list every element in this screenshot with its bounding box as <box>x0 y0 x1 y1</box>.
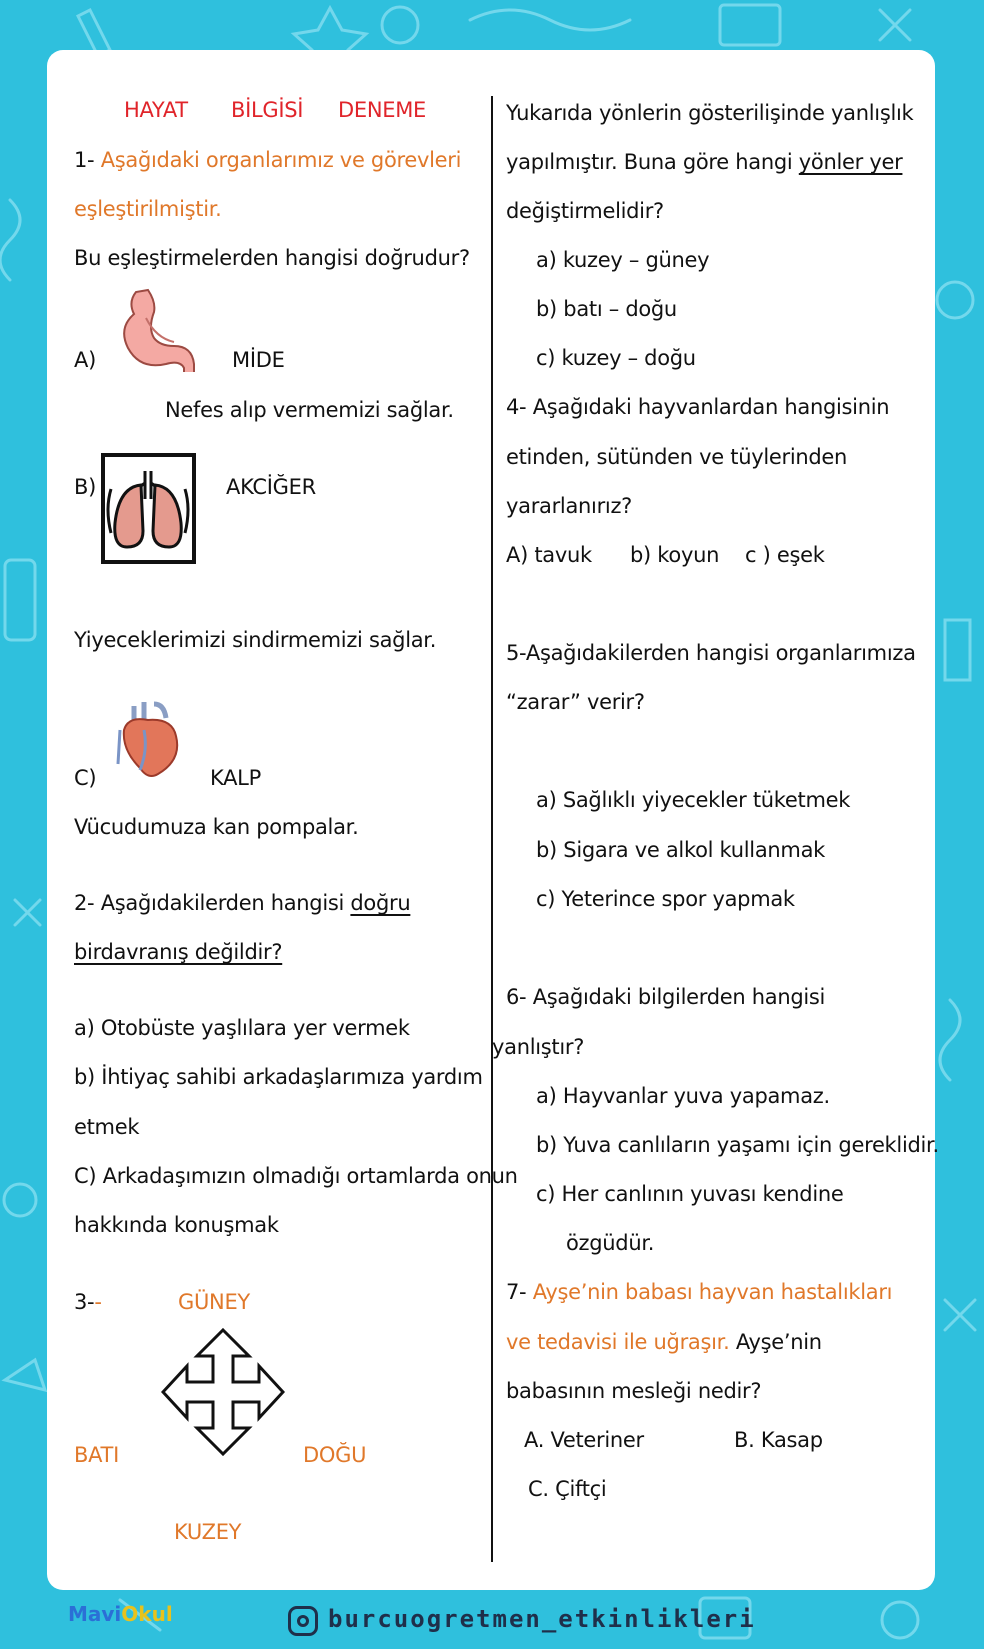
q3-line1: Yukarıda yönlerin gösterilişinde yanlışlık <box>506 101 914 125</box>
q4-line3: yararlanırız? <box>506 494 633 518</box>
column-divider <box>491 96 493 1562</box>
instagram-handle[interactable]: burcuogretmen_etkinlikleri <box>328 1605 756 1633</box>
logo-text-1: Mavi <box>68 1602 122 1626</box>
q1-prompt-part2: eşleştirilmiştir. <box>74 197 222 221</box>
logo-text-2: Okul <box>121 1602 173 1626</box>
q3-underlined-yonler: yönler yer <box>798 150 903 174</box>
q2-option-a: a) Otobüste yaşlılara yer vermek <box>74 1016 410 1040</box>
compass-north-label: GÜNEY <box>178 1290 250 1314</box>
q3-option-a: a) kuzey – güney <box>536 248 710 272</box>
q2-line1 <box>74 891 410 915</box>
q5-option-a: a) Sağlıklı yiyecekler tüketmek <box>536 788 851 812</box>
q5-option-b: b) Sigara ve alkol kullanmak <box>536 838 825 862</box>
q7-number: 7- <box>506 1280 533 1304</box>
q1-c-organ: KALP <box>210 766 261 790</box>
q5-option-c: c) Yeterince spor yapmak <box>536 887 795 911</box>
q7-option-c: C. Çiftçi <box>528 1477 607 1501</box>
q1-prompt-part1: Aşağıdaki organlarımız ve görevleri <box>100 148 462 172</box>
q7-option-a: A. Veteriner <box>524 1428 644 1452</box>
q6-option-c-line2: özgüdür. <box>566 1231 655 1255</box>
q4-line1: 4- Aşağıdaki hayvanlardan hangisinin <box>506 395 890 419</box>
stomach-image <box>116 288 202 372</box>
q1-b-description: Yiyeceklerimizi sindirmemizi sağlar. <box>74 628 437 652</box>
q4-option-a: A) tavuk <box>506 543 592 567</box>
q4-option-c: c ) eşek <box>745 543 825 567</box>
q5-line2: “zarar” verir? <box>506 690 645 714</box>
q3-option-b: b) batı – doğu <box>536 297 677 321</box>
q1-b-label: B) <box>74 475 96 499</box>
q7-line3: babasının mesleği nedir? <box>506 1379 762 1403</box>
instagram-icon <box>288 1606 318 1636</box>
q3-option-c: c) kuzey – doğu <box>536 346 696 370</box>
q2-option-c-line1: C) Arkadaşımızın olmadığı ortamlarda onun <box>74 1164 518 1188</box>
compass-east-label: DOĞU <box>303 1443 367 1467</box>
q2-option-b-line2: etmek <box>74 1115 140 1139</box>
q1-number: 1- <box>74 148 101 172</box>
q2-underlined-dogru: doğru <box>350 891 411 915</box>
q2-line2-underlined: birdavranış değildir? <box>74 940 283 964</box>
q4-line2: etinden, sütünden ve tüylerinden <box>506 445 848 469</box>
q7-orange-text-2: ve tedavisi ile uğraşır. <box>506 1330 730 1354</box>
q2-line1-text: 2- Aşağıdakilerden hangisi <box>74 891 351 915</box>
q6-option-c-line1: c) Her canlının yuvası kendine <box>536 1182 844 1206</box>
q6-option-a: a) Hayvanlar yuva yapamaz. <box>536 1084 830 1108</box>
q1-line1 <box>74 148 461 172</box>
q1-c-description: Vücudumuza kan pompalar. <box>74 815 359 839</box>
q7-line2 <box>506 1330 822 1354</box>
lungs-image <box>101 453 196 564</box>
compass-west-label: BATI <box>74 1443 119 1467</box>
q1-a-organ: MİDE <box>232 348 285 372</box>
title-word-1: HAYAT <box>124 98 188 122</box>
title-word-2: BİLGİSİ <box>231 98 304 122</box>
q3-number: 3-- <box>74 1290 102 1314</box>
q1-a-label: A) <box>74 348 96 372</box>
q1-question: Bu eşleştirmelerden hangisi doğrudur? <box>74 246 470 270</box>
q1-c-label: C) <box>74 766 97 790</box>
q5-line1: 5-Aşağıdakilerden hangisi organlarımıza <box>506 641 916 665</box>
q6-line2: yanlıştır? <box>492 1035 585 1059</box>
q7-orange-text-1: Ayşe’nin babası hayvan hastalıkları <box>532 1280 893 1304</box>
q1-a-description: Nefes alıp vermemizi sağlar. <box>165 398 454 422</box>
compass-arrows-icon <box>161 1328 285 1456</box>
title-word-3: DENEME <box>338 98 427 122</box>
q6-option-b: b) Yuva canlıların yaşamı için gereklidir. <box>536 1133 939 1157</box>
q3-line2 <box>506 150 902 174</box>
q2-option-c-line2: hakkında konuşmak <box>74 1213 279 1237</box>
q3-number-text: 3- <box>74 1290 95 1314</box>
q7-line2-rest: Ayşe’nin <box>729 1330 822 1354</box>
q2-option-b-line1: b) İhtiyaç sahibi arkadaşlarımıza yardım <box>74 1065 483 1089</box>
q7-option-b: B. Kasap <box>734 1428 823 1452</box>
q4-option-b: b) koyun <box>630 543 720 567</box>
heart-image <box>114 700 186 780</box>
q3-line3: değiştirmelidir? <box>506 199 664 223</box>
q1-b-organ: AKCİĞER <box>226 475 316 499</box>
q3-line2-text: yapılmıştır. Buna göre hangi <box>506 150 799 174</box>
compass-south-label: KUZEY <box>174 1520 242 1544</box>
q6-line1: 6- Aşağıdaki bilgilerden hangisi <box>506 985 826 1009</box>
q7-line1 <box>506 1280 892 1304</box>
mavi-okul-logo <box>68 1602 173 1626</box>
